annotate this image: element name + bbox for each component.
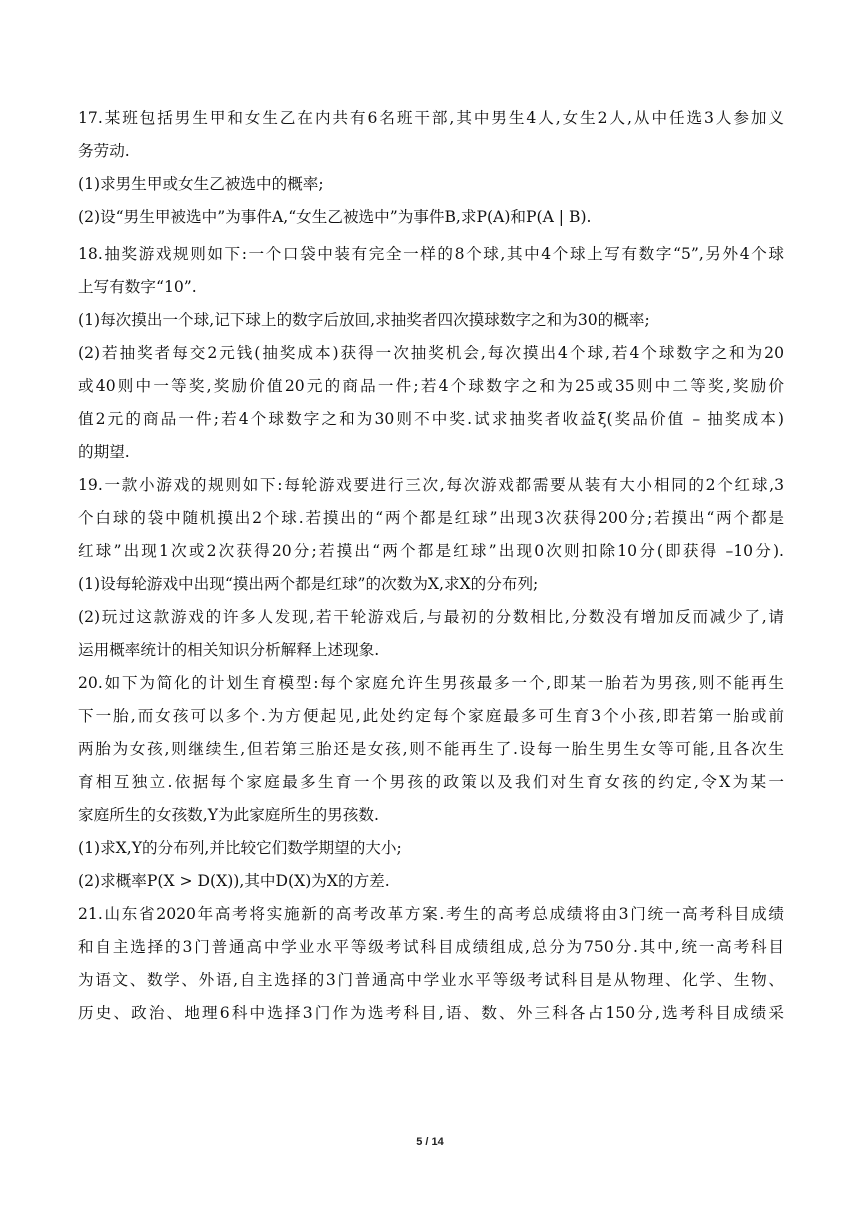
question-19-line-3: 红球”出现1次或2次获得20分;若摸出“两个都是红球”出现0次则扣除10分(即获得 –10分). — [78, 542, 784, 560]
question-19-part-2-line-2: 运用概率统计的相关知识分析解释上述现象. — [78, 641, 380, 659]
question-19-part-2-line-1: (2)玩过这款游戏的许多人发现,若干轮游戏后,与最初的分数相比,分数没有增加反而减少了,请 — [78, 608, 784, 626]
question-21 — [78, 904, 784, 1023]
question-20-line-5: 家庭所生的女孩数,Y为此家庭所生的男孩数. — [78, 806, 379, 824]
question-20-part-2: (2)求概率P(X > D(X)),其中D(X)为X的方差. — [78, 872, 390, 890]
question-20-line-2: 下一胎,而女孩可以多个.为方便起见,此处约定每个家庭最多可生育3个小孩,即若第一胎或前 — [78, 707, 784, 725]
question-20 — [78, 673, 784, 891]
question-17-line-1: 17.某班包括男生甲和女生乙在内共有6名班干部,其中男生4人,女生2人,从中任选3人参加义 — [78, 109, 784, 127]
question-17-line-2: 务劳动. — [78, 142, 130, 160]
question-17-part-2: (2)设“男生甲被选中”为事件A,“女生乙被选中”为事件B,求P(A)和P(A | B). — [78, 208, 592, 226]
question-19 — [78, 475, 784, 660]
question-18-part-1: (1)每次摸出一个球,记下球上的数字后放回,求抽奖者四次摸球数字之和为30的概率; — [78, 311, 650, 329]
question-20-line-3: 两胎为女孩,则继续生,但若第三胎还是女孩,则不能再生了.设每一胎生男生女等可能,且各次生 — [78, 740, 784, 758]
page-content — [78, 108, 784, 1036]
question-21-line-3: 为语文、数学、外语,自主选择的3门普通高中学业水平等级考试科目是从物理、化学、生物、 — [78, 971, 784, 989]
question-20-line-1: 20.如下为简化的计划生育模型:每个家庭允许生男孩最多一个,即某一胎若为男孩,则不能再生 — [78, 674, 784, 692]
question-18-line-2: 上写有数字“10”. — [78, 278, 197, 296]
question-20-part-1: (1)求X,Y的分布列,并比较它们数学期望的大小; — [78, 839, 402, 857]
question-17-part-1: (1)求男生甲或女生乙被选中的概率; — [78, 175, 324, 193]
question-20-line-4: 育相互独立.依据每个家庭最多生育一个男孩的政策以及我们对生育女孩的约定,令X为某一 — [78, 773, 784, 791]
question-19-line-1: 19.一款小游戏的规则如下:每轮游戏要进行三次,每次游戏都需要从装有大小相同的2个红球,3 — [78, 476, 784, 494]
question-18 — [78, 244, 784, 462]
question-18-line-1: 18.抽奖游戏规则如下:一个口袋中装有完全一样的8个球,其中4个球上写有数字“5”,另外4个球 — [78, 245, 784, 263]
page-number: 5 / 14 — [416, 1136, 444, 1148]
question-19-line-2: 个白球的袋中随机摸出2个球.若摸出的“两个都是红球”出现3次获得200分;若摸出“两个都是 — [78, 509, 784, 527]
question-19-part-1: (1)设每轮游戏中出现“摸出两个都是红球”的次数为X,求X的分布列; — [78, 575, 539, 593]
question-18-part-2-line-1: (2)若抽奖者每交2元钱(抽奖成本)获得一次抽奖机会,每次摸出4个球,若4个球数字之和为20 — [78, 344, 784, 362]
question-18-part-2-line-4: 的期望. — [78, 443, 130, 461]
question-17 — [78, 108, 784, 227]
question-21-line-1: 21.山东省2020年高考将实施新的高考改革方案.考生的高考总成绩将由3门统一高考科目成绩 — [78, 905, 784, 923]
question-18-part-2-line-3: 值2元的商品一件;若4个球数字之和为30则不中奖.试求抽奖者收益ξ(奖品价值 – 抽奖成本) — [78, 410, 784, 428]
question-21-line-2: 和自主选择的3门普通高中学业水平等级考试科目成绩组成,总分为750分.其中,统一高考科目 — [78, 938, 784, 956]
question-18-part-2-line-2: 或40则中一等奖,奖励价值20元的商品一件;若4个球数字之和为25或35则中二等奖,奖励价 — [78, 377, 784, 395]
question-21-line-4: 历史、政治、地理6科中选择3门作为选考科目,语、数、外三科各占150分,选考科目成绩采 — [78, 1004, 784, 1022]
